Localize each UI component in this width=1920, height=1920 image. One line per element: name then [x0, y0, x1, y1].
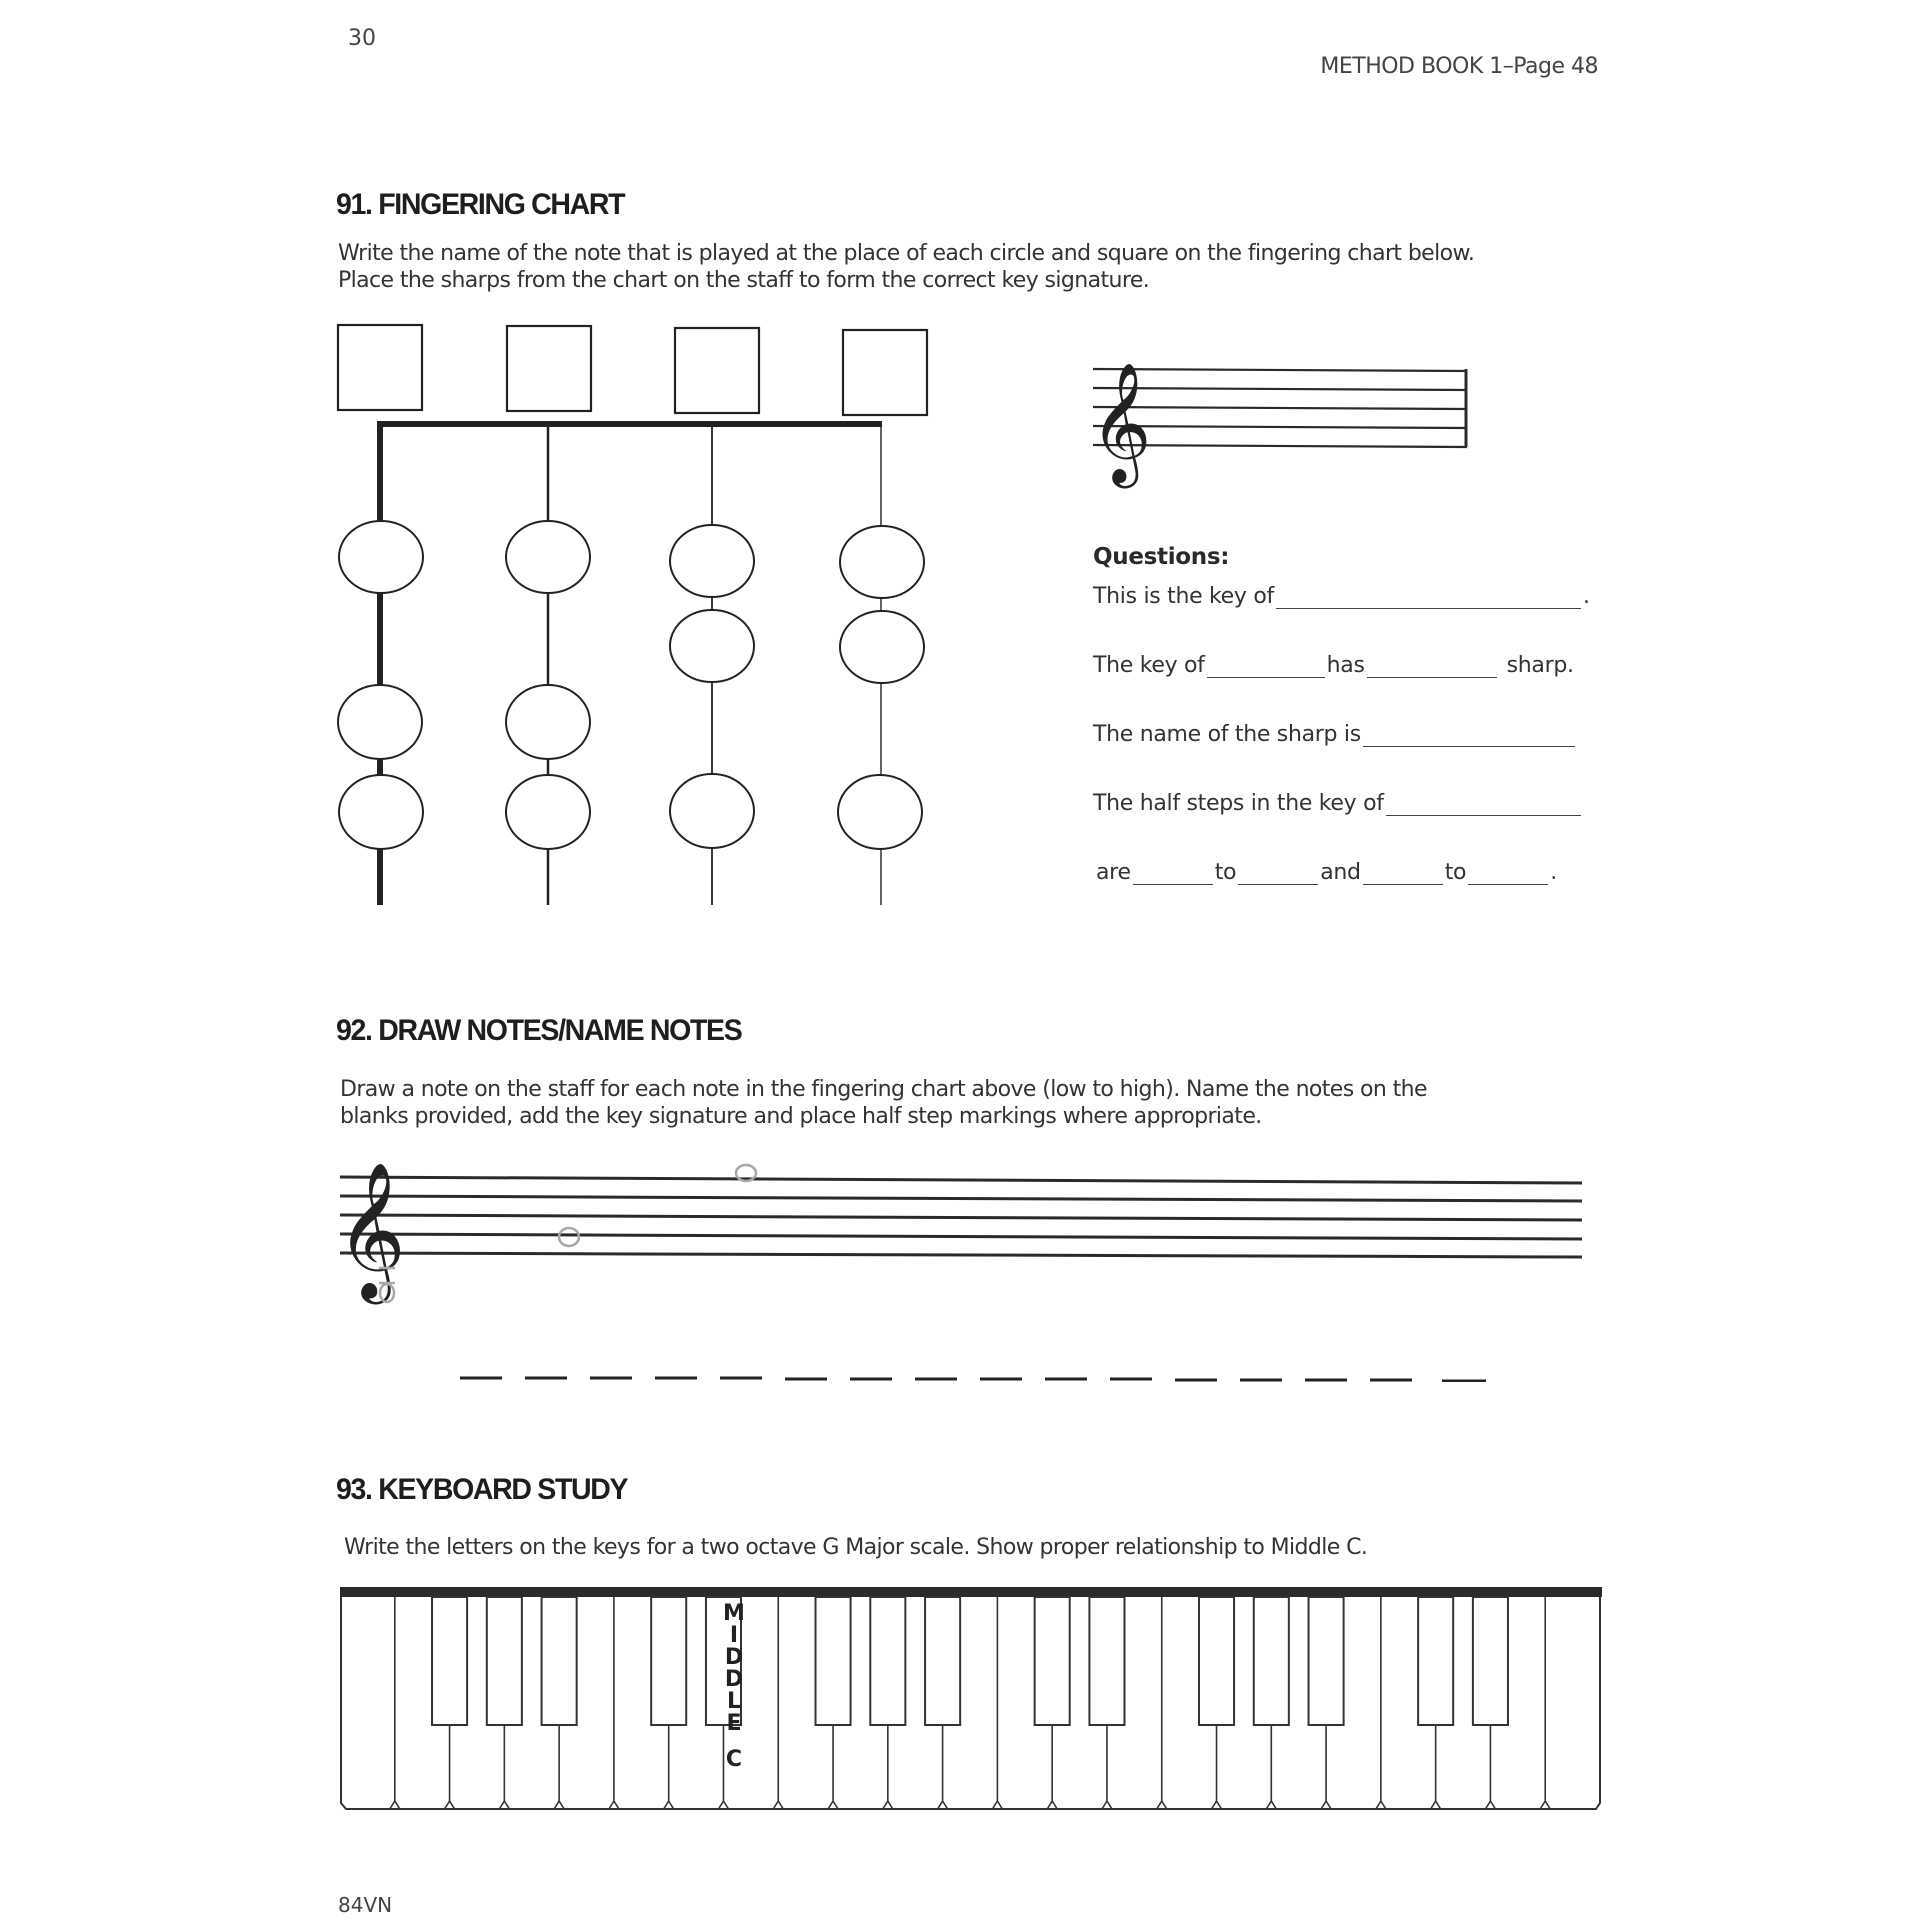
question-5: are to and to . — [1096, 860, 1557, 885]
answer-half-step-2-from[interactable] — [1363, 864, 1443, 885]
answer-sharp-count-blank[interactable] — [1367, 657, 1497, 678]
answer-key-of-blank[interactable] — [1276, 588, 1581, 609]
sharp-key[interactable] — [1473, 1597, 1508, 1725]
answer-key-blank[interactable] — [1207, 657, 1325, 678]
answer-half-step-2-to[interactable] — [1468, 864, 1548, 885]
section-93-heading: 93. KEYBOARD STUDY — [336, 1473, 628, 1506]
section-91-instructions-line2: Place the sharps from the chart on the staff to form the correct key signature. — [338, 268, 1150, 293]
finger-circle-4-3[interactable] — [838, 775, 922, 849]
finger-circle-2-3[interactable] — [506, 775, 590, 849]
sharp-key[interactable] — [816, 1597, 851, 1725]
finger-circle-2-2[interactable] — [506, 685, 590, 759]
answer-half-step-1-from[interactable] — [1133, 864, 1213, 885]
section-92-heading: 92. DRAW NOTES/NAME NOTES — [336, 1014, 742, 1047]
middle-c-label: M I D D L E C — [723, 1601, 745, 1772]
sharp-key[interactable] — [432, 1597, 467, 1725]
sharp-key[interactable] — [651, 1597, 686, 1725]
piano-keyboard[interactable] — [340, 1585, 1610, 1815]
question-4: The half steps in the key of — [1093, 791, 1613, 816]
sharp-key[interactable] — [870, 1597, 905, 1725]
section-92-instructions: Draw a note on the staff for each note in the fingering chart above (low to high). Name the notes on the blanks provided, add the key signature and place half step markings where appropriate. — [340, 1077, 1427, 1129]
treble-clef-icon: 𝄞 — [1090, 361, 1152, 483]
answer-half-step-1-to[interactable] — [1238, 864, 1318, 885]
nut-bar — [380, 424, 882, 905]
finger-circle-1-2[interactable] — [338, 685, 422, 759]
draw-notes-staff[interactable] — [336, 1160, 1582, 1304]
note-name-blanks — [460, 1370, 1490, 1382]
answer-square-3[interactable] — [675, 328, 759, 413]
footer-code: 84VN — [338, 1893, 393, 1917]
treble-clef-icon: 𝄞 — [336, 1160, 406, 1298]
sharp-key[interactable] — [1199, 1597, 1234, 1725]
finger-circle-1-3[interactable] — [339, 775, 423, 849]
questions-title: Questions: — [1093, 544, 1230, 570]
finger-circle-4-1[interactable] — [840, 526, 924, 598]
section-91-instructions-line1: Write the name of the note that is played at the place of each circle and square on the fingering chart below. — [338, 241, 1475, 266]
finger-circle-3-1[interactable] — [670, 525, 754, 597]
example-note-middle — [559, 1228, 579, 1246]
question-1: This is the key of . — [1093, 584, 1590, 609]
page-number: 30 — [348, 26, 376, 51]
sharp-key[interactable] — [925, 1597, 960, 1725]
questions-panel — [1093, 544, 1613, 885]
answer-square-1[interactable] — [338, 325, 422, 410]
finger-circle-3-3[interactable] — [670, 774, 754, 848]
section-93-instructions: Write the letters on the keys for a two octave G Major scale. Show proper relationship to Middle C. — [344, 1535, 1368, 1560]
question-3: The name of the sharp is — [1093, 722, 1613, 747]
sharp-key[interactable] — [1035, 1597, 1070, 1725]
finger-circle-3-2[interactable] — [670, 610, 754, 682]
answer-square-4[interactable] — [843, 330, 927, 415]
finger-circle-2-1[interactable] — [506, 521, 590, 593]
sharp-key[interactable] — [542, 1597, 577, 1725]
answer-square-2[interactable] — [507, 326, 591, 411]
finger-circle-4-2[interactable] — [840, 611, 924, 683]
running-head: METHOD BOOK 1–Page 48 — [1320, 54, 1598, 79]
answer-sharp-name-blank[interactable] — [1363, 726, 1575, 747]
section-91-heading: 91. FINGERING CHART — [336, 188, 625, 221]
sharp-key[interactable] — [1309, 1597, 1344, 1725]
question-2: The key of has sharp. — [1093, 653, 1574, 678]
sharp-key[interactable] — [1254, 1597, 1289, 1725]
sharp-key[interactable] — [1418, 1597, 1453, 1725]
sharp-key[interactable] — [1089, 1597, 1124, 1725]
key-signature-staff[interactable] — [1090, 361, 1467, 488]
sharp-key[interactable] — [487, 1597, 522, 1725]
answer-half-steps-key-blank[interactable] — [1386, 795, 1581, 816]
finger-circle-1-1[interactable] — [339, 521, 423, 593]
